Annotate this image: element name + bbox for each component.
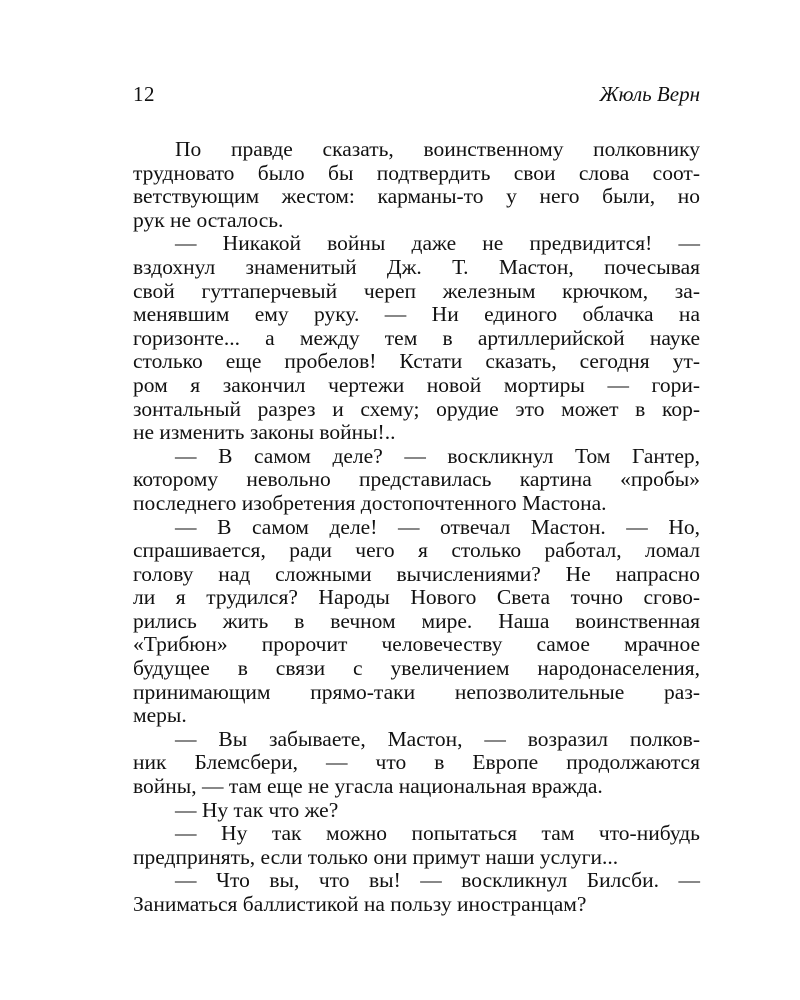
text-line: ветствующим жестом: карманы-то у него были, но — [133, 184, 700, 209]
page-number: 12 — [133, 82, 155, 106]
text-line: — В самом деле! — отвечал Мастон. — Но, — [175, 514, 700, 539]
text-line: менявшим ему руку. — Ни единого облачка на — [133, 302, 700, 327]
page-header — [133, 82, 700, 112]
text-line: зонтальный разрез и схему; орудие это может в кор- — [133, 396, 700, 421]
text-line: — Вы забываете, Мастон, — возразил полков- — [175, 726, 700, 751]
text-line: ли я трудился? Народы Нового Света точно сгово- — [133, 585, 700, 610]
text-line: — Что вы, что вы! — воскликнул Билсби. — — [175, 868, 700, 893]
text-line: трудновато было бы подтвердить свои слова соот- — [133, 160, 700, 185]
text-line: — Никакой войны даже не предвидится! — — [175, 231, 700, 256]
text-line: предпринять, если только они примут наши услуги... — [133, 844, 619, 869]
text-line: горизонте... а между тем в артиллерийской науке — [133, 325, 700, 350]
text-line: ник Блемсбери, — что в Европе продолжаются — [133, 750, 700, 775]
text-line: голову над сложными вычислениями? Не напрасно — [133, 561, 700, 586]
text-line: «Трибюн» пророчит человечеству самое мрачное — [133, 632, 700, 657]
text-line: будущее в связи с увеличением народонаселения, — [133, 656, 700, 681]
running-title: Жюль Верн — [599, 82, 700, 106]
text-line: войны, — там еще не угасла национальная вражда. — [133, 774, 603, 799]
text-line: принимающим прямо-таки непозволительные раз- — [133, 679, 700, 704]
text-line: которому невольно представилась картина «пробы» — [133, 467, 700, 492]
text-line: По правде сказать, воинственному полковнику — [175, 137, 700, 161]
text-line: рук не осталось. — [133, 207, 284, 232]
text-line: спрашивается, ради чего я столько работал, ломал — [133, 538, 700, 563]
text-line: рились жить в вечном мире. Наша воинственная — [133, 608, 700, 633]
text-line: не изменить законы войны!.. — [133, 420, 396, 445]
text-line: вздохнул знаменитый Дж. Т. Мастон, почесывая — [133, 254, 700, 279]
text-line: — Ну так что же? — [175, 797, 339, 822]
text-line: последнего изобретения достопочтенного Мастона. — [133, 490, 607, 515]
text-line: — Ну так можно попытаться там что-нибудь — [175, 821, 700, 846]
text-line: — В самом деле? — воскликнул Том Гантер, — [175, 443, 700, 468]
text-line: меры. — [133, 703, 187, 728]
text-line: свой гуттаперчевый череп железным крючком, за- — [133, 278, 700, 303]
text-line: столько еще пробелов! Кстати сказать, сегодня ут- — [133, 349, 700, 374]
text-line: Заниматься баллистикой на пользу иностранцам? — [133, 892, 587, 916]
text-line: ром я закончил чертежи новой мортиры — гори- — [133, 372, 700, 397]
body-text — [133, 138, 700, 917]
